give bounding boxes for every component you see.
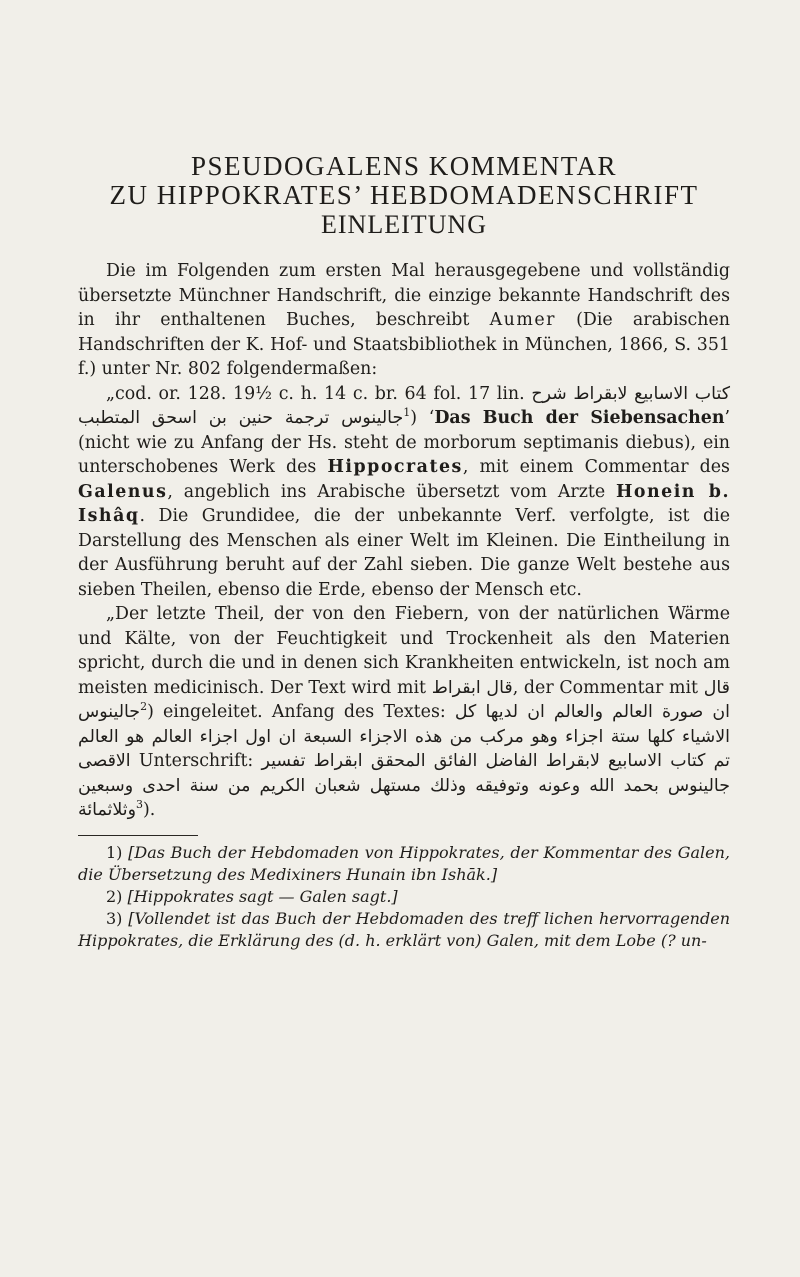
para2-text-e: , angeblich ins Arabische übersetzt vom Arzte xyxy=(167,481,616,502)
name-hippocrates: Hippocrates xyxy=(327,457,463,477)
paragraph-1 xyxy=(78,259,730,382)
para2-text-c: ’ (nicht wie zu Anfang der Hs. steht de morborum septimanis diebus), ein unterschobenes Werk des xyxy=(78,408,730,477)
para1-text-a: Die im Folgenden zum ersten Mal herausgegebene und vollständig übersetzte Münchner Handschrift, die einzige bekannte Handschrift des in ihr enthaltenen Buches, beschreibt xyxy=(78,261,730,330)
para1-text-b: (Die arabischen Handschriften der K. Hof- und Staatsbibliothek in München, 1866, S. 351 f.) unter Nr. 802 folgendermaßen: xyxy=(78,310,730,379)
footnote-2-num: 2) xyxy=(106,886,128,906)
footnote-1-text: [Das Buch der Hebdomaden von Hippokrates, der Kommentar des Galen, die Übersetzung des Medixiners Hunain ibn Ishāk.] xyxy=(78,842,730,884)
footnote-1 xyxy=(78,842,730,886)
footnote-ref-1: 1 xyxy=(403,406,411,420)
footnotes xyxy=(78,842,730,952)
footnote-1-num: 1) xyxy=(106,842,129,862)
para2-text-f: . Die Grundidee, die der unbekannte Verf. verfolgte, ist die Darstellung des Menschen als einer Welt im Kleinen. Die Eintheilung in der Ausführung beruht auf der Zahl sieben. Die ganze Welt bestehe aus sieben Theilen, ebenso die Erde, ebenso der Mensch etc. xyxy=(78,506,730,600)
book-page xyxy=(78,100,730,952)
para2-text-a: „cod. or. 128. 19½ c. h. 14 c. br. 64 fol. 17 lin. xyxy=(106,383,532,404)
footnote-ref-3: 3 xyxy=(135,798,143,812)
para3-text-c: eingeleitet. Anfang des Textes: xyxy=(153,702,455,722)
footnote-2 xyxy=(78,886,730,908)
footnote-3-text: [Vollendet ist das Buch der Hebdomaden des treff lichen hervorragenden Hippokrates, die Erklärung des (d. h. erklärt von) Galen, mit dem Lobe (? un- xyxy=(78,908,731,950)
arabic-galen-says: قال جالينوس xyxy=(78,677,730,722)
section-heading: EINLEITUNG xyxy=(321,210,487,239)
footnote-ref-2: 2 xyxy=(140,700,148,714)
footnote-divider xyxy=(78,835,198,836)
footnote-3 xyxy=(78,908,730,952)
arabic-colophon: تم كتاب الاسابيع لابقراط الفاضل الفائق المحقق ابقراط تفسير جالينوس بحمد الله وعونه وتوفيقه وذلك مستهل شعبان الكريم من سنة احدى وسبعين وثلاثمائة xyxy=(78,751,730,820)
name-galenus: Galenus xyxy=(78,481,168,502)
name-honein: Honein b. Ishâq xyxy=(78,481,730,526)
author-name: Aumer xyxy=(489,310,556,330)
title-line-1: PSEUDOGALENS KOMMENTAR xyxy=(190,151,618,181)
body-text xyxy=(78,259,730,823)
arabic-title: كتاب الاسابيع لابقراط شرح جالينوس ترجمة حنين بن اسحق المتطبب xyxy=(78,383,730,428)
para3-text-b: , der Commentar mit xyxy=(512,677,704,698)
para2-text-d: , mit einem Commentar des xyxy=(462,457,730,477)
paragraph-3: „Der letzte Theil, der von den Fiebern, von der natürlichen Wärme und Kälte, von der Feuchtigkeit und Trockenheit als den Materien spricht, durch die und in denen sich Krankheiten entwickeln, ist noch am meisten medicinisch. Der Text wird mit قال ابقراط, der Commentar mit قال جالينوس$^2$) eingeleitet. Anfang des Textes: ان صورة العالم والعالم ان لديها كل الاشياء كلها ستة اجزاء وهو مركب من هذه الاجزاء السبعة ان اول اجزاء العالم هو العالم الاقصى Unterschrift: تم كتاب الاسابيع لابقراط الفاضل الفائق المحقق ابقراط تفسير جالينوس بحمد الله وعونه وتوفيقه وذلك مستهل شعبان الكريم من سنة احدى وسبعين وثلاثمائة$^3$). xyxy=(78,604,730,820)
para3-text-d: Unterschrift: xyxy=(130,751,262,771)
title-line-2: ZU HIPPOKRATES’ HEBDOMADENSCHRIFT xyxy=(109,180,699,210)
para3-text-a: „Der letzte Theil, der von den Fiebern, von der natürlichen Wärme und Kälte, von der Feuchtigkeit und Trockenheit als den Materien spricht, durch die und in denen sich Krankheiten entwickeln, ist noch am meisten medicinisch. Der Text wird mit xyxy=(78,604,730,698)
arabic-hippocrates-says: قال ابقراط xyxy=(431,677,513,698)
footnote-3-num: 3) xyxy=(106,908,129,928)
book-title-bold: Das Buch der Siebensachen xyxy=(434,408,725,428)
paragraph-2: „cod. or. 128. 19½ c. h. 14 c. br. 64 fol. 17 lin. كتاب الاسابيع لابقراط شرح جالينوس ترجمة حنين بن اسحق المتطبب$^1$) ‘Das Buch der Siebensachen’ (nicht wie zu Anfang der Hs. steht de morborum septimanis diebus), ein unterschobenes Werk des Hippocrates, mit einem Commentar des Galenus, angeblich ins Arabische übersetzt vom Arzte Honein b. Ishâq. Die Grundidee, die der unbekannte Verf. verfolgte, ist die Darstellung des Menschen als einer Welt im Kleinen. Die Eintheilung in der Ausführung beruht auf der Zahl sieben. Die ganze Welt bestehe aus sieben Theilen, ebenso die Erde, ebenso der Mensch etc. xyxy=(78,383,730,600)
para3-text-e: ). xyxy=(142,800,156,820)
footnote-2-text: [Hippokrates sagt — Galen sagt.] xyxy=(127,886,398,906)
arabic-incipit: ان صورة العالم والعالم ان لديها كل الاشياء كلها ستة اجزاء وهو مركب من هذه الاجزاء السبعة ان اول اجزاء العالم هو العالم الاقصى xyxy=(78,702,730,771)
para2-text-b: ‘ xyxy=(417,408,435,428)
